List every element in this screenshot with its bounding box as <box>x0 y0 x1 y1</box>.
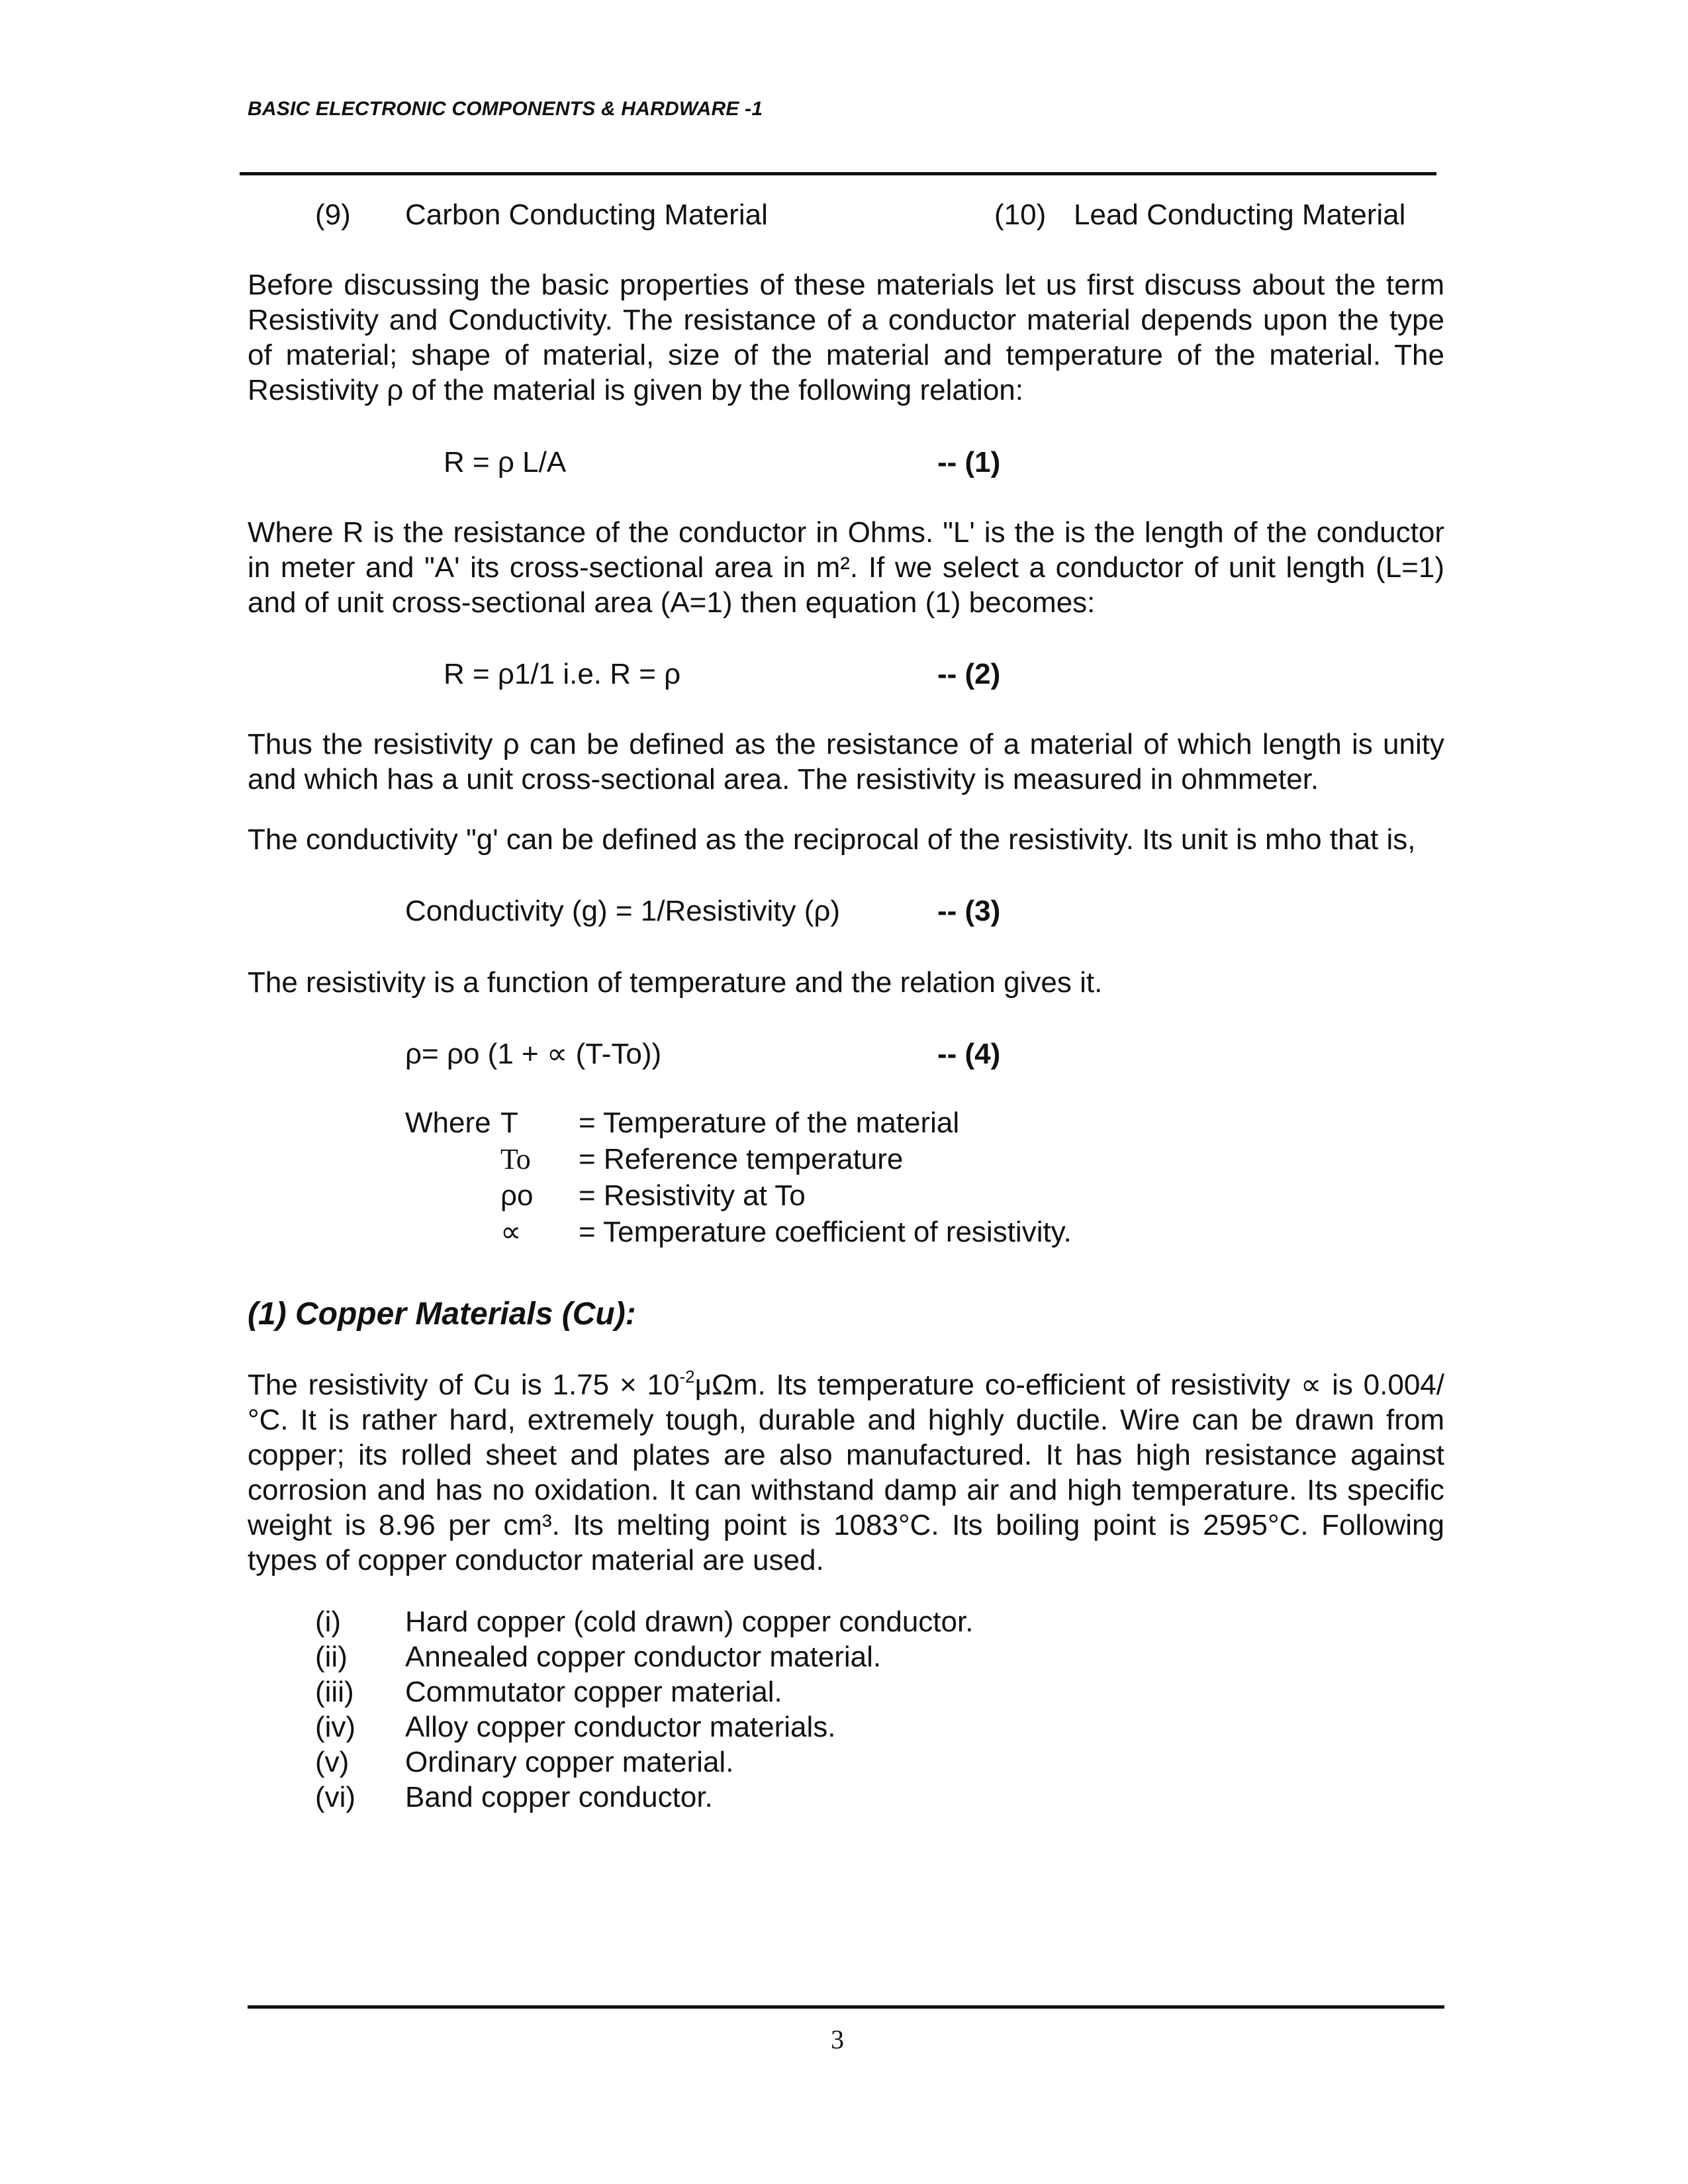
where-symbol: ∝ <box>500 1216 522 1248</box>
copper-text-start: The resistivity of Cu is 1.75 × 10 <box>248 1369 680 1401</box>
where-definition: = Resistivity at To <box>579 1179 806 1212</box>
header-rule <box>240 172 1436 175</box>
equation-1-number: -- (1) <box>937 446 1001 478</box>
item-10-label: Lead Conducting Material <box>1074 199 1406 231</box>
item-9-number: (9) <box>315 199 351 231</box>
list-item-text: Hard copper (cold drawn) copper conductor. <box>405 1606 974 1638</box>
equation-2-number: -- (2) <box>937 658 1001 690</box>
list-item-number: (vi) <box>315 1781 356 1813</box>
page-number: 3 <box>831 2025 844 2054</box>
where-definition: = Reference temperature <box>579 1143 904 1175</box>
paragraph-temperature: The resistivity is a function of temperature and the relation gives it. <box>248 966 1103 999</box>
where-symbol: T <box>500 1107 518 1139</box>
equation-2: R = ρ1/1 i.e. R = ρ <box>444 658 681 690</box>
list-item-text: Commutator copper material. <box>405 1676 782 1708</box>
list-item-text: Band copper conductor. <box>405 1781 713 1813</box>
copper-exponent: -2 <box>679 1367 695 1387</box>
paragraph-intro: Before discussing the basic properties of these materials let us first discuss about the term Resistivity and Conductivity. The resistance of a conductor material depends upon the type of material; shape of material, size of the material and temperature of the material. The Resistivity ρ of the material is given by the following relation: <box>248 269 1444 406</box>
equation-3-number: -- (3) <box>937 895 1001 927</box>
section-heading-copper: (1) Copper Materials (Cu): <box>248 1297 636 1332</box>
where-symbol: ρo <box>500 1179 534 1212</box>
equation-1: R = ρ L/A <box>444 446 567 478</box>
list-item-number: (ii) <box>315 1641 348 1673</box>
list-item-text: Annealed copper conductor material. <box>405 1641 882 1673</box>
list-item-text: Ordinary copper material. <box>405 1746 734 1778</box>
paragraph-resistivity-definition: Thus the resistivity ρ can be defined as the resistance of a material of which length is unity and which has a unit cross-sectional area. The resistivity is measured in ohmmeter. <box>248 728 1444 796</box>
paragraph-conductivity: The conductivity "g' can be defined as the reciprocal of the resistivity. Its unit is mho that is, <box>248 823 1416 856</box>
list-item-number: (iv) <box>315 1711 356 1743</box>
list-item-number: (v) <box>315 1746 350 1778</box>
item-10-number: (10) <box>994 199 1047 231</box>
list-item-number: (iii) <box>315 1676 354 1708</box>
where-definition: = Temperature coefficient of resistivity. <box>579 1216 1072 1248</box>
copper-text-rest: μΩm. Its temperature co-efficient of resistivity ∝ is 0.004/°C. It is rather hard, extremely tough, durable and highly ductile. Wire can be drawn from copper; its rolled sheet and plates are also manufactured. It has high resistance against corrosion and has no oxidation. It can withstand damp air and high temperature. Its specific weight is 8.96 per cm³. Its melting point is 1083°C. Its boiling point is 2595°C. Following types of copper conductor material are used. <box>248 1369 1444 1576</box>
equation-4: ρ= ρo (1 + ∝ (T-To)) <box>405 1038 662 1070</box>
equation-3: Conductivity (g) = 1/Resistivity (ρ) <box>405 895 841 927</box>
where-intro: Where <box>405 1107 491 1139</box>
equation-4-number: -- (4) <box>937 1038 1001 1070</box>
where-symbol: To <box>500 1143 531 1175</box>
list-item-number: (i) <box>315 1606 342 1638</box>
where-definition: = Temperature of the material <box>579 1107 960 1139</box>
running-header: BASIC ELECTRONIC COMPONENTS & HARDWARE -1 <box>248 98 763 120</box>
paragraph-resistance: Where R is the resistance of the conductor in Ohms. "L' is the is the length of the conductor in meter and "A' its cross-sectional area in m². If we select a conductor of unit length (L=1) and of unit cross-sectional area (A=1) then equation (1) becomes: <box>248 516 1444 619</box>
footer-rule <box>248 2005 1444 2009</box>
item-9-label: Carbon Conducting Material <box>405 199 768 231</box>
paragraph-copper <box>248 1367 1444 1578</box>
list-item-text: Alloy copper conductor materials. <box>405 1711 836 1743</box>
